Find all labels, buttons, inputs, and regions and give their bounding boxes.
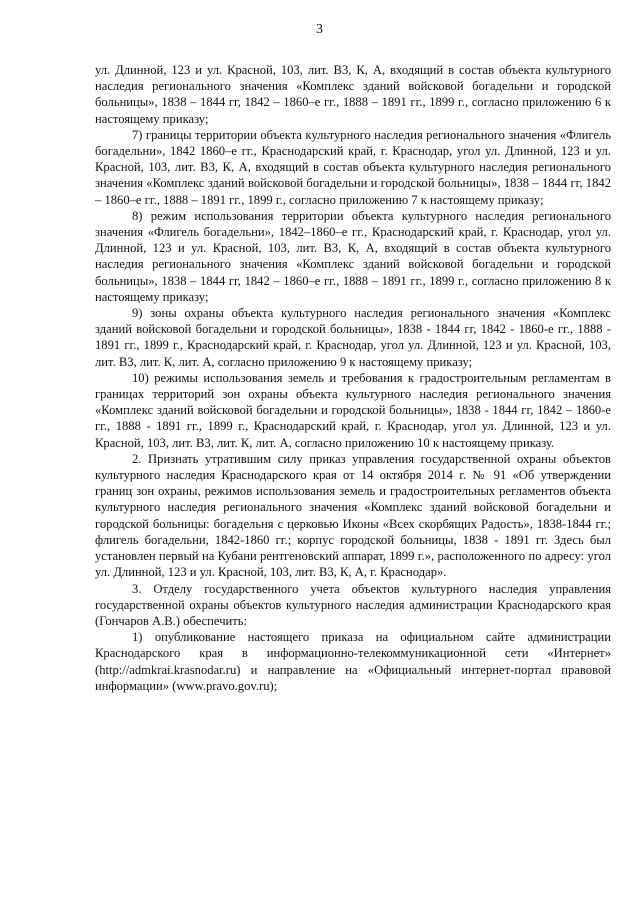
paragraph-continuation: ул. Длинной, 123 и ул. Красной, 103, лит. В3, К, А, входящий в состав объекта культурного наследия регионального значения «Комплекс зданий войсковой богадельни и городской больницы», 1838 – 1844 гг, 1842 – 1860–е гг., 1888 – 1891 гг., 1899 г., согласно приложению 6 к настоящему приказу; <box>95 63 611 126</box>
paragraph-item-7: 7) границы территории объекта культурного наследия регионального значения «Флигель богадельни», 1842 1860–е гг., Краснодарский край, г. Краснодар, угол ул. Длинной, 123 и ул. Красной, 103, лит. В3, К, А, входящий в состав объекта культурного наследия регионального значения «Комплекс зданий войсковой богадельни и городской больницы», 1838 – 1844 гг, 1842 – 1860–е гг., 1888 – 1891 гг., 1899 г., согласно приложению 7 к настоящему приказу; <box>95 127 611 207</box>
paragraph-item-8: 8) режим использования территории объекта культурного наследия регионального значения «Флигель богадельни», 1842–1860–е гг., Краснодарский край, г. Краснодар, угол ул. Длинной, 123 и ул. Красной, 103, лит. В3, К, А, входящий в состав объекта культурного наследия регионального значения «Комплекс зданий войсковой богадельни и городской больницы», 1838 – 1844 гг, 1842 – 1860–е гг., 1888 – 1891 гг., 1899 г., согласно приложению 8 к настоящему приказу; <box>95 208 611 304</box>
page-number: 3 <box>316 22 323 37</box>
paragraph-section-3: 3. Отделу государственного учета объектов культурного наследия управления государственной охраны объектов культурного наследия администрации Краснодарского края (Гончаров А.В.) обеспечить: <box>95 581 611 628</box>
document-body <box>95 62 611 694</box>
paragraph-item-9: 9) зоны охраны объекта культурного наследия регионального значения «Комплекс зданий войсковой богадельни и городской больницы», 1838 - 1844 гг, 1842 - 1860-е гг., 1888 - 1891 гг., 1899 г., Краснодарский край, г. Краснодар, угол ул. Длинной, 123 и ул. Красной, 103, лит. В3, лит. К, лит. А, согласно приложению 9 к настоящему приказу; <box>95 306 611 369</box>
paragraph-section-3-item-1: 1) опубликование настоящего приказа на официальном сайте администрации Краснодарского края в информационно-телекоммуникационной сети «Интернет» (http://admkrai.krasnodar.ru) и направление на «Официальный интернет-портал правовой информации» (www.pravo.gov.ru); <box>95 630 611 693</box>
paragraph-section-2: 2. Признать утратившим силу приказ управления государственной охраны объектов культурного наследия Краснодарского края от 14 октября 2014 г. № 91 «Об утверждении границ зон охраны, режимов использования земель и градостроительных регламентов объекта культурного наследия регионального значения «Комплекс зданий войсковой богадельни и городской больницы: богадельня с церковью Иконы «Всех скорбящих Радость», 1838-1844 гг.; флигель богадельни, 1842-1860 гг.; корпус городской больницы, 1838 - 1891 гг. Здесь был установлен первый на Кубани рентгеновский аппарат, 1899 г.», расположенного по адресу: угол ул. Длинной, 123 и ул. Красной, 103, лит. В3, К, А, г. Краснодар». <box>95 451 611 580</box>
paragraph-item-10: 10) режимы использования земель и требования к градостроительным регламентам в границах территорий зон охраны объекта культурного наследия регионального значения «Комплекс зданий войсковой богадельни и городской больницы», 1838 - 1844 гг, 1842 – 1860-е гг., 1888 - 1891 гг., 1899 г., Краснодарский край, г. Краснодар, угол ул. Длинной, 123 и ул. Красной, 103, лит. В3, лит. К, лит. А, согласно приложению 10 к настоящему приказу. <box>95 370 611 450</box>
